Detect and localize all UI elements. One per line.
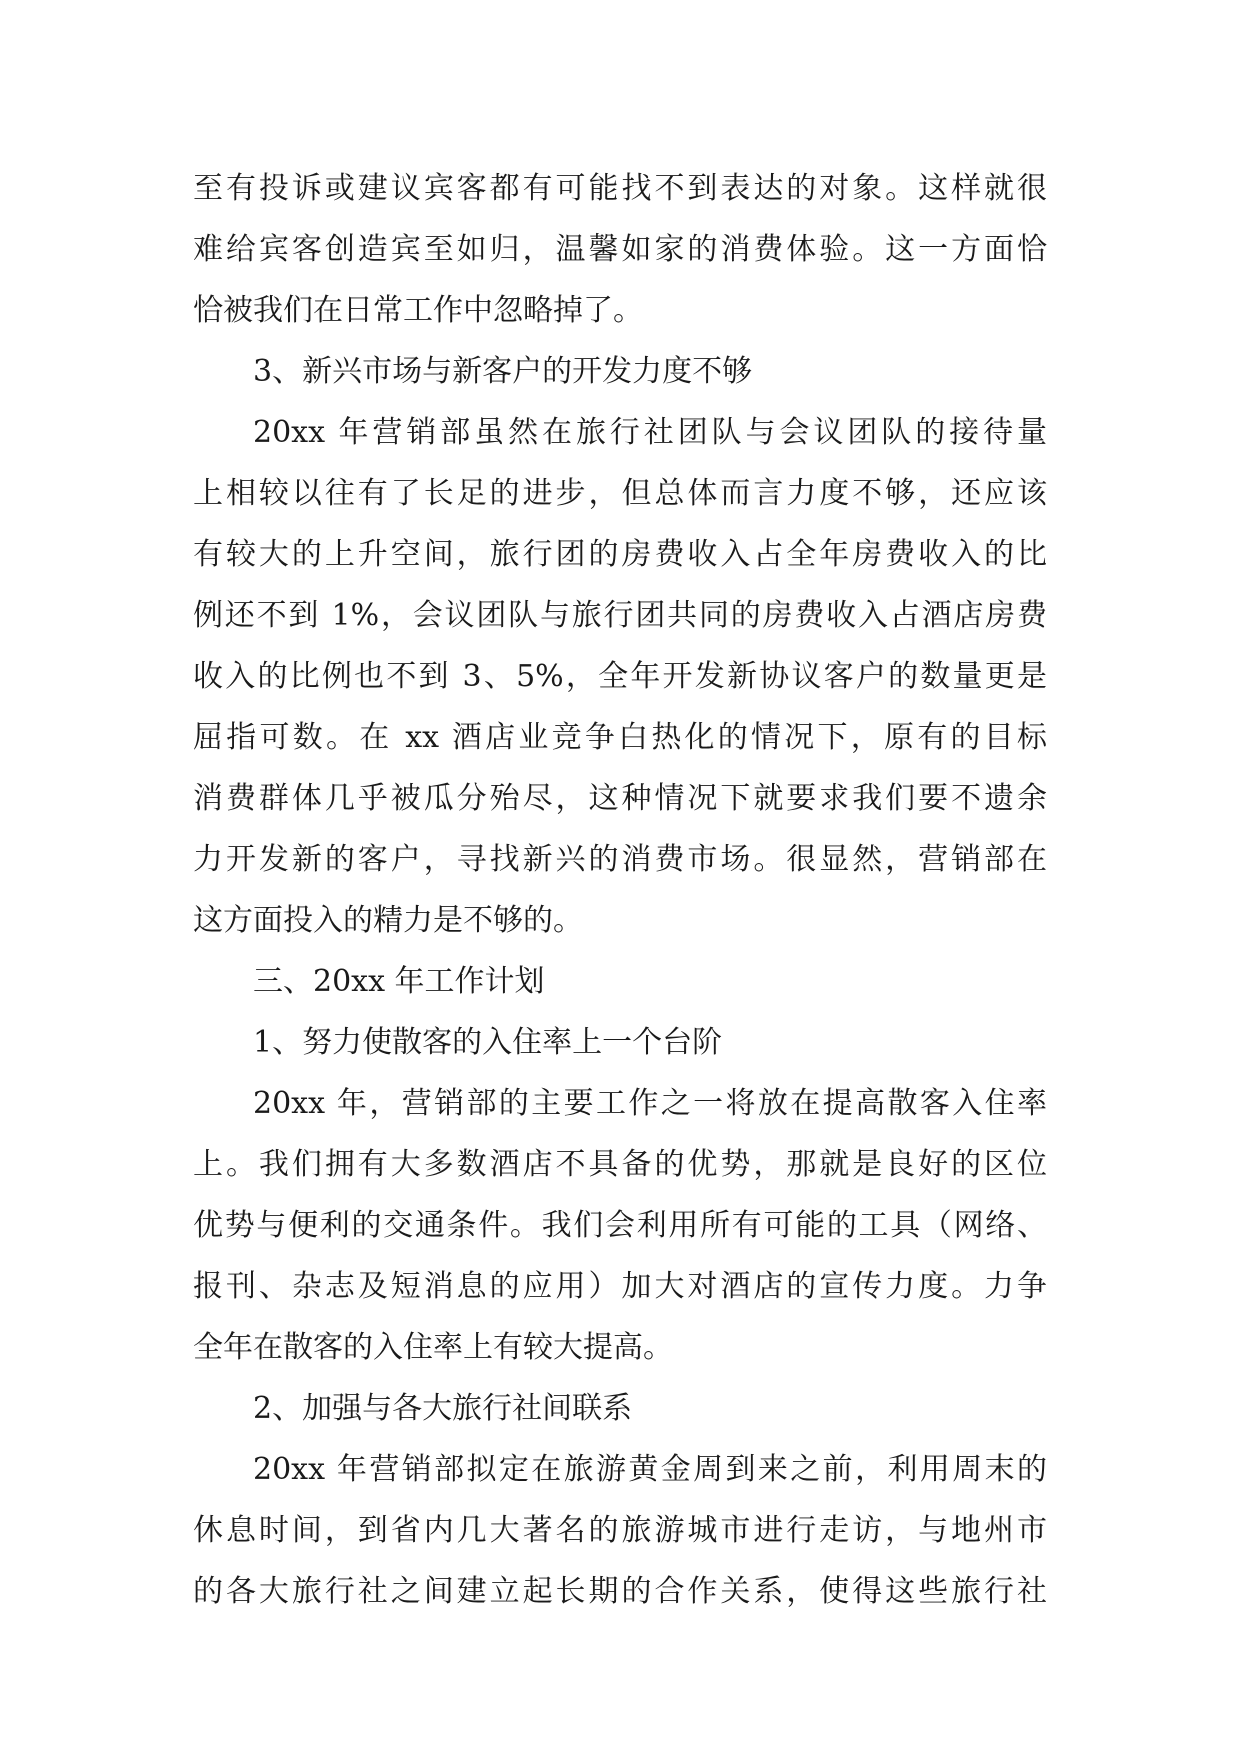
section-heading: 2、加强与各大旅行社间联系 [253, 1391, 633, 1426]
text-line: 的各大旅行社之间建立起长期的合作关系，使得这些旅行社 [193, 1574, 1047, 1609]
text-line: 消费群体几乎被瓜分殆尽，这种情况下就要求我们要不遗余 [193, 781, 1047, 816]
text-line: 例还不到 1%，会议团队与旅行团共同的房费收入占酒店房费 [193, 598, 1047, 633]
text-line: 收入的比例也不到 3、5%，全年开发新协议客户的数量更是 [193, 659, 1047, 694]
text-line: 全年在散客的入住率上有较大提高。 [193, 1330, 673, 1365]
section-heading: 3、新兴市场与新客户的开发力度不够 [253, 354, 753, 389]
text-line: 20xx 年营销部拟定在旅游黄金周到来之前，利用周末的 [253, 1452, 1047, 1487]
section-heading: 三、20xx 年工作计划 [253, 964, 545, 999]
text-line: 有较大的上升空间，旅行团的房费收入占全年房费收入的比 [193, 537, 1047, 572]
text-line: 上。我们拥有大多数酒店不具备的优势，那就是良好的区位 [193, 1147, 1047, 1182]
text-line: 恰被我们在日常工作中忽略掉了。 [193, 293, 643, 328]
text-line: 屈指可数。在 xx 酒店业竞争白热化的情况下，原有的目标 [193, 720, 1047, 755]
text-line: 20xx 年营销部虽然在旅行社团队与会议团队的接待量 [253, 415, 1047, 450]
text-line: 力开发新的客户，寻找新兴的消费市场。很显然，营销部在 [193, 842, 1047, 877]
text-line: 报刊、杂志及短消息的应用）加大对酒店的宣传力度。力争 [193, 1269, 1047, 1304]
text-line: 20xx 年，营销部的主要工作之一将放在提高散客入住率 [253, 1086, 1047, 1121]
text-line: 上相较以往有了长足的进步，但总体而言力度不够，还应该 [193, 476, 1047, 511]
text-line: 难给宾客创造宾至如归，温馨如家的消费体验。这一方面恰 [193, 232, 1047, 267]
text-line: 至有投诉或建议宾客都有可能找不到表达的对象。这样就很 [193, 171, 1047, 206]
document-body [193, 158, 1047, 1622]
section-heading: 1、努力使散客的入住率上一个台阶 [253, 1025, 723, 1060]
text-line: 优势与便利的交通条件。我们会利用所有可能的工具（网络、 [193, 1208, 1047, 1243]
text-line: 这方面投入的精力是不够的。 [193, 903, 583, 938]
text-line: 休息时间，到省内几大著名的旅游城市进行走访，与地州市 [193, 1513, 1047, 1548]
